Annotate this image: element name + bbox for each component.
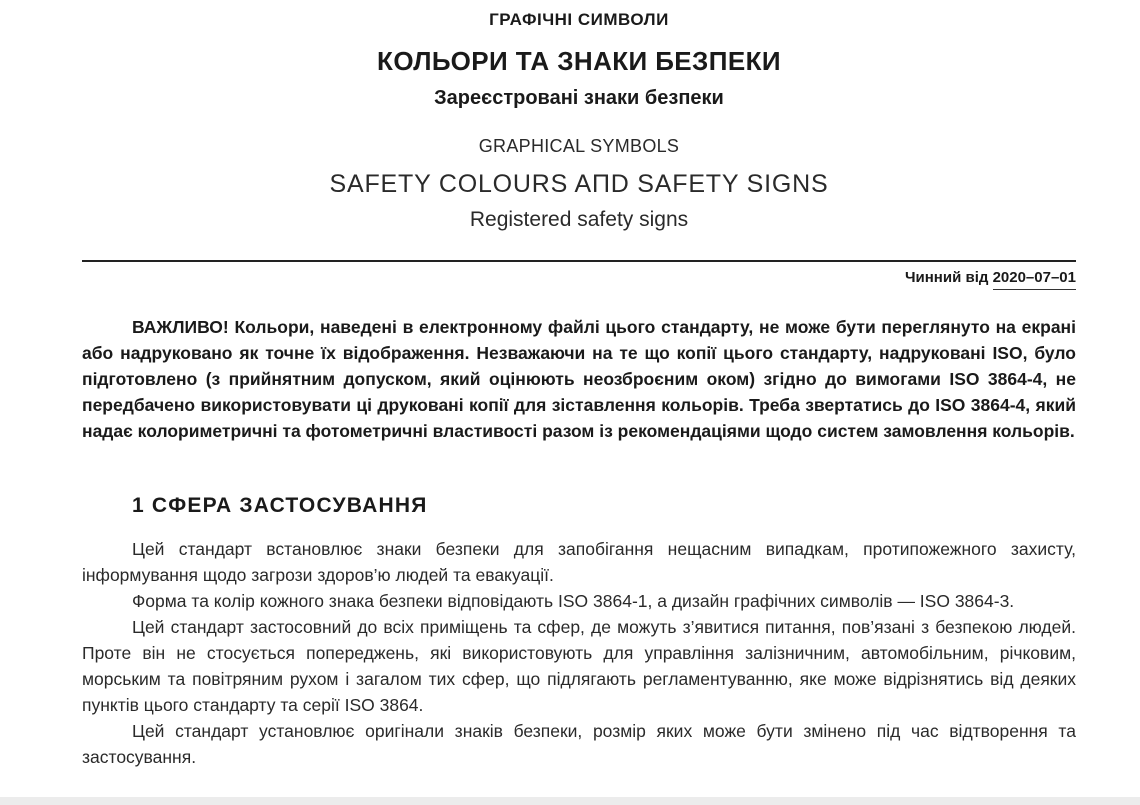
en-subtitle: Registered safety signs	[469, 208, 689, 231]
section-heading: 1 СФЕРА ЗАСТОСУВАННЯ	[132, 494, 428, 517]
en-series-title: GRAPHICAL SYMBOLS	[478, 136, 680, 156]
notice-lead: ВАЖЛИВО!	[132, 317, 229, 337]
uk-subtitle: Зареєстровані знаки безпеки	[434, 87, 724, 109]
effective-label: Чинний від	[904, 269, 989, 286]
bottom-scroll-edge	[0, 797, 1140, 805]
effective-date-line	[905, 269, 1076, 290]
paragraph: Форма та колір кожного знака безпеки відповідають ISO 3864-1, а дизайн графічних символів — ISO 3864-3.	[132, 591, 1015, 611]
paragraph: Цей стандарт встановлює знаки безпеки для запобігання нещасним випадкам, протипожежного захисту, інформування щодо загрози здоров’ю людей та евакуації.	[82, 539, 1076, 585]
section-body	[82, 536, 1076, 770]
paragraph: Цей стандарт установлює оригінали знаків безпеки, розмір яких може бути змінено під час відтворення та застосування.	[82, 721, 1076, 767]
uk-main-title: КОЛЬОРИ ТА ЗНАКИ БЕЗПЕКИ	[377, 46, 781, 76]
effective-date: 2020–07–01	[993, 269, 1076, 290]
header-divider	[82, 260, 1076, 262]
paragraph: Цей стандарт застосовний до всіх приміщень та сфер, де можуть з’явитися питання, пов’язані з безпекою людей. Проте він не стосується попереджень, які використовують для управління залізничним, автомобільним, річковим, морським та повітряним рухом і загалом тих сфер, що підлягають регламентуванню, яке може відрізнятись від деяких пунктів цього стандарту та серії ISO 3864.	[82, 617, 1076, 715]
uk-series-title: ГРАФІЧНІ СИМВОЛИ	[489, 10, 669, 29]
important-notice	[82, 314, 1076, 444]
notice-text: Кольори, наведені в електронному файлі цього стандарту, не може бути переглянуто на екрані або надруковано як точне їх відображення. Незважаючи на те що копії цього стандарту, надруковані ISO, було підготовлено (з прийнятним допуском, який оцінюють неозброєним оком) згідно до вимогами ISO 3864-4, не передбачено використовувати ці друковані копії для зіставлення кольорів. Треба звертатись до ISO 3864-4, який надає колориметричні та фотометричні властивості разом із рекомендаціями щодо систем замовлення кольорів.	[82, 317, 1076, 441]
en-main-title: SAFETY COLOURS AПD SAFETY SIGNS	[329, 170, 829, 198]
